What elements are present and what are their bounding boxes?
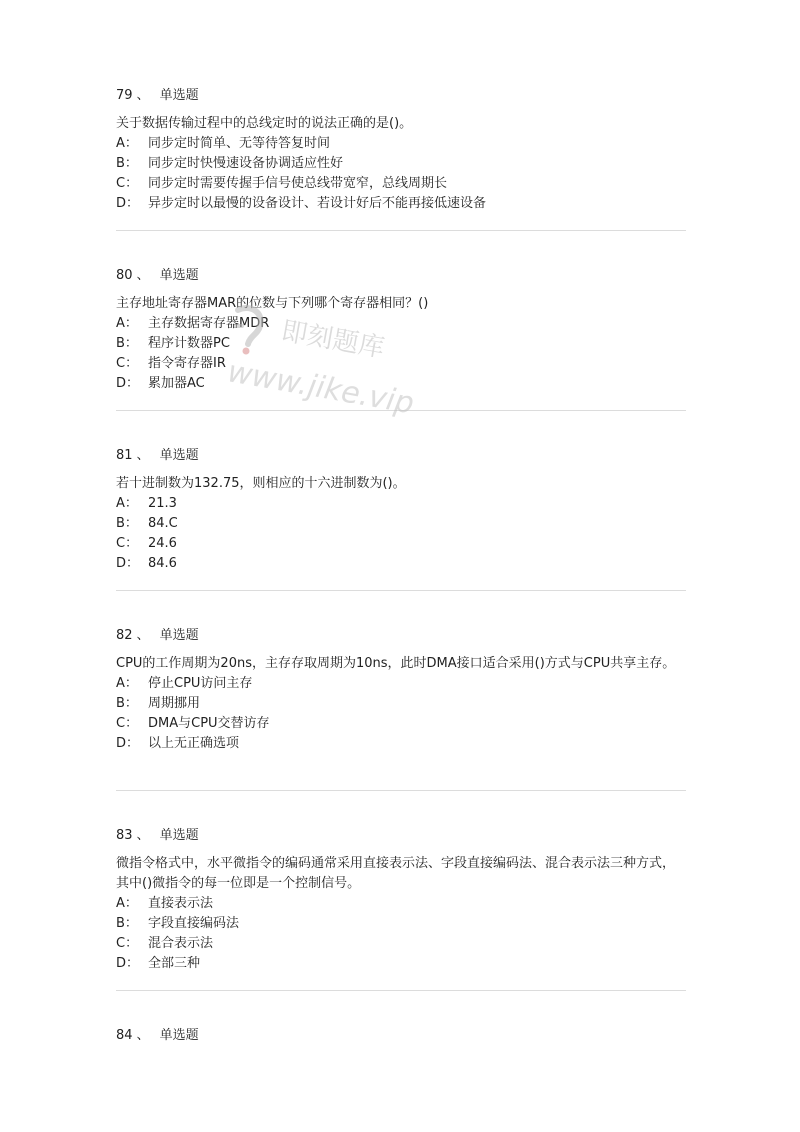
option-letter: B：	[116, 916, 138, 931]
option-d[interactable]	[116, 374, 686, 394]
option-letter: A：	[116, 896, 138, 911]
question-type: 单选题	[159, 1028, 199, 1043]
option-letter: D：	[116, 736, 140, 751]
question-separator: 、	[136, 448, 150, 463]
option-text: 84.C	[148, 516, 178, 531]
question-stem: 微指令格式中，水平微指令的编码通常采用直接表示法、字段直接编码法、混合表示法三种方式，其中()微指令的每一位即是一个控制信号。	[116, 856, 676, 891]
option-c[interactable]	[116, 354, 686, 374]
option-letter: D：	[116, 196, 140, 211]
question-header	[116, 86, 686, 106]
question-separator: 、	[136, 268, 150, 283]
option-a[interactable]	[116, 894, 686, 914]
option-text: 84.6	[148, 556, 177, 571]
option-text: 全部三种	[148, 956, 201, 971]
option-letter: D：	[116, 956, 140, 971]
question-divider	[116, 410, 686, 411]
question-divider	[116, 990, 686, 991]
option-c[interactable]	[116, 174, 686, 194]
question-header	[116, 266, 686, 286]
option-letter: C：	[116, 936, 139, 951]
option-b[interactable]	[116, 694, 686, 714]
option-letter: C：	[116, 716, 139, 731]
question-81	[116, 446, 686, 574]
option-letter: B：	[116, 516, 138, 531]
option-c[interactable]	[116, 934, 686, 954]
question-header	[116, 1026, 686, 1046]
option-text: 24.6	[148, 536, 177, 551]
option-letter: A：	[116, 316, 138, 331]
question-stem: CPU的工作周期为20ns，主存存取周期为10ns，此时DMA接口适合采用()方式与CPU共享主存。	[116, 656, 676, 671]
watermark-brand: 即刻题库	[278, 316, 387, 364]
question-type: 单选题	[159, 88, 199, 103]
option-text: 直接表示法	[148, 896, 214, 911]
question-type: 单选题	[159, 828, 199, 843]
option-letter: C：	[116, 536, 139, 551]
option-a[interactable]	[116, 494, 686, 514]
option-b[interactable]	[116, 334, 686, 354]
option-text: 21.3	[148, 496, 177, 511]
option-text: 混合表示法	[148, 936, 214, 951]
option-text: 主存数据寄存器MDR	[148, 316, 270, 331]
question-type: 单选题	[159, 628, 199, 643]
question-number: 83	[116, 828, 133, 843]
option-text: 字段直接编码法	[148, 916, 240, 931]
option-text: 指令寄存器IR	[148, 356, 226, 371]
option-d[interactable]	[116, 194, 686, 214]
question-type: 单选题	[159, 448, 199, 463]
question-number: 82	[116, 628, 133, 643]
option-letter: D：	[116, 556, 140, 571]
option-letter: C：	[116, 356, 139, 371]
option-d[interactable]	[116, 734, 686, 754]
option-text: 累加器AC	[148, 376, 205, 391]
question-divider	[116, 590, 686, 591]
question-79	[116, 86, 686, 214]
option-letter: A：	[116, 136, 138, 151]
question-80	[116, 266, 686, 394]
question-separator: 、	[136, 88, 150, 103]
question-header	[116, 446, 686, 466]
question-number: 84	[116, 1028, 133, 1043]
option-d[interactable]	[116, 554, 686, 574]
question-stem: 若十进制数为132.75，则相应的十六进制数为()。	[116, 476, 406, 491]
option-letter: B：	[116, 696, 138, 711]
question-separator: 、	[136, 1028, 150, 1043]
question-separator: 、	[136, 628, 150, 643]
option-text: 同步定时快慢速设备协调适应性好	[148, 156, 344, 171]
question-number: 81	[116, 448, 133, 463]
option-text: 程序计数器PC	[148, 336, 230, 351]
option-b[interactable]	[116, 914, 686, 934]
question-84	[116, 1026, 686, 1046]
option-text: DMA与CPU交替访存	[148, 716, 270, 731]
option-text: 周期挪用	[148, 696, 201, 711]
question-divider	[116, 790, 686, 791]
option-a[interactable]	[116, 674, 686, 694]
option-c[interactable]	[116, 714, 686, 734]
question-stem: 关于数据传输过程中的总线定时的说法正确的是()。	[116, 116, 413, 131]
question-type: 单选题	[159, 268, 199, 283]
option-text: 同步定时简单、无等待答复时间	[148, 136, 331, 151]
watermark-url: www.jike.vip	[224, 354, 417, 422]
option-a[interactable]	[116, 134, 686, 154]
option-c[interactable]	[116, 534, 686, 554]
option-text: 同步定时需要传握手信号使总线带宽窄，总线周期长	[148, 176, 448, 191]
question-header	[116, 826, 686, 846]
question-separator: 、	[136, 828, 150, 843]
option-b[interactable]	[116, 514, 686, 534]
question-divider	[116, 230, 686, 231]
question-header	[116, 626, 686, 646]
question-stem: 主存地址寄存器MAR的位数与下列哪个寄存器相同？()	[116, 296, 429, 311]
option-letter: A：	[116, 676, 138, 691]
question-83	[116, 826, 686, 974]
question-number: 79	[116, 88, 133, 103]
option-text: 以上无正确选项	[148, 736, 240, 751]
option-d[interactable]	[116, 954, 686, 974]
option-letter: C：	[116, 176, 139, 191]
option-letter: D：	[116, 376, 140, 391]
option-text: 异步定时以最慢的设备设计、若设计好后不能再接低速设备	[148, 196, 487, 211]
option-text: 停止CPU访问主存	[148, 676, 253, 691]
option-b[interactable]	[116, 154, 686, 174]
option-a[interactable]	[116, 314, 686, 334]
question-82	[116, 626, 686, 754]
option-letter: B：	[116, 336, 138, 351]
question-number: 80	[116, 268, 133, 283]
option-letter: A：	[116, 496, 138, 511]
option-letter: B：	[116, 156, 138, 171]
